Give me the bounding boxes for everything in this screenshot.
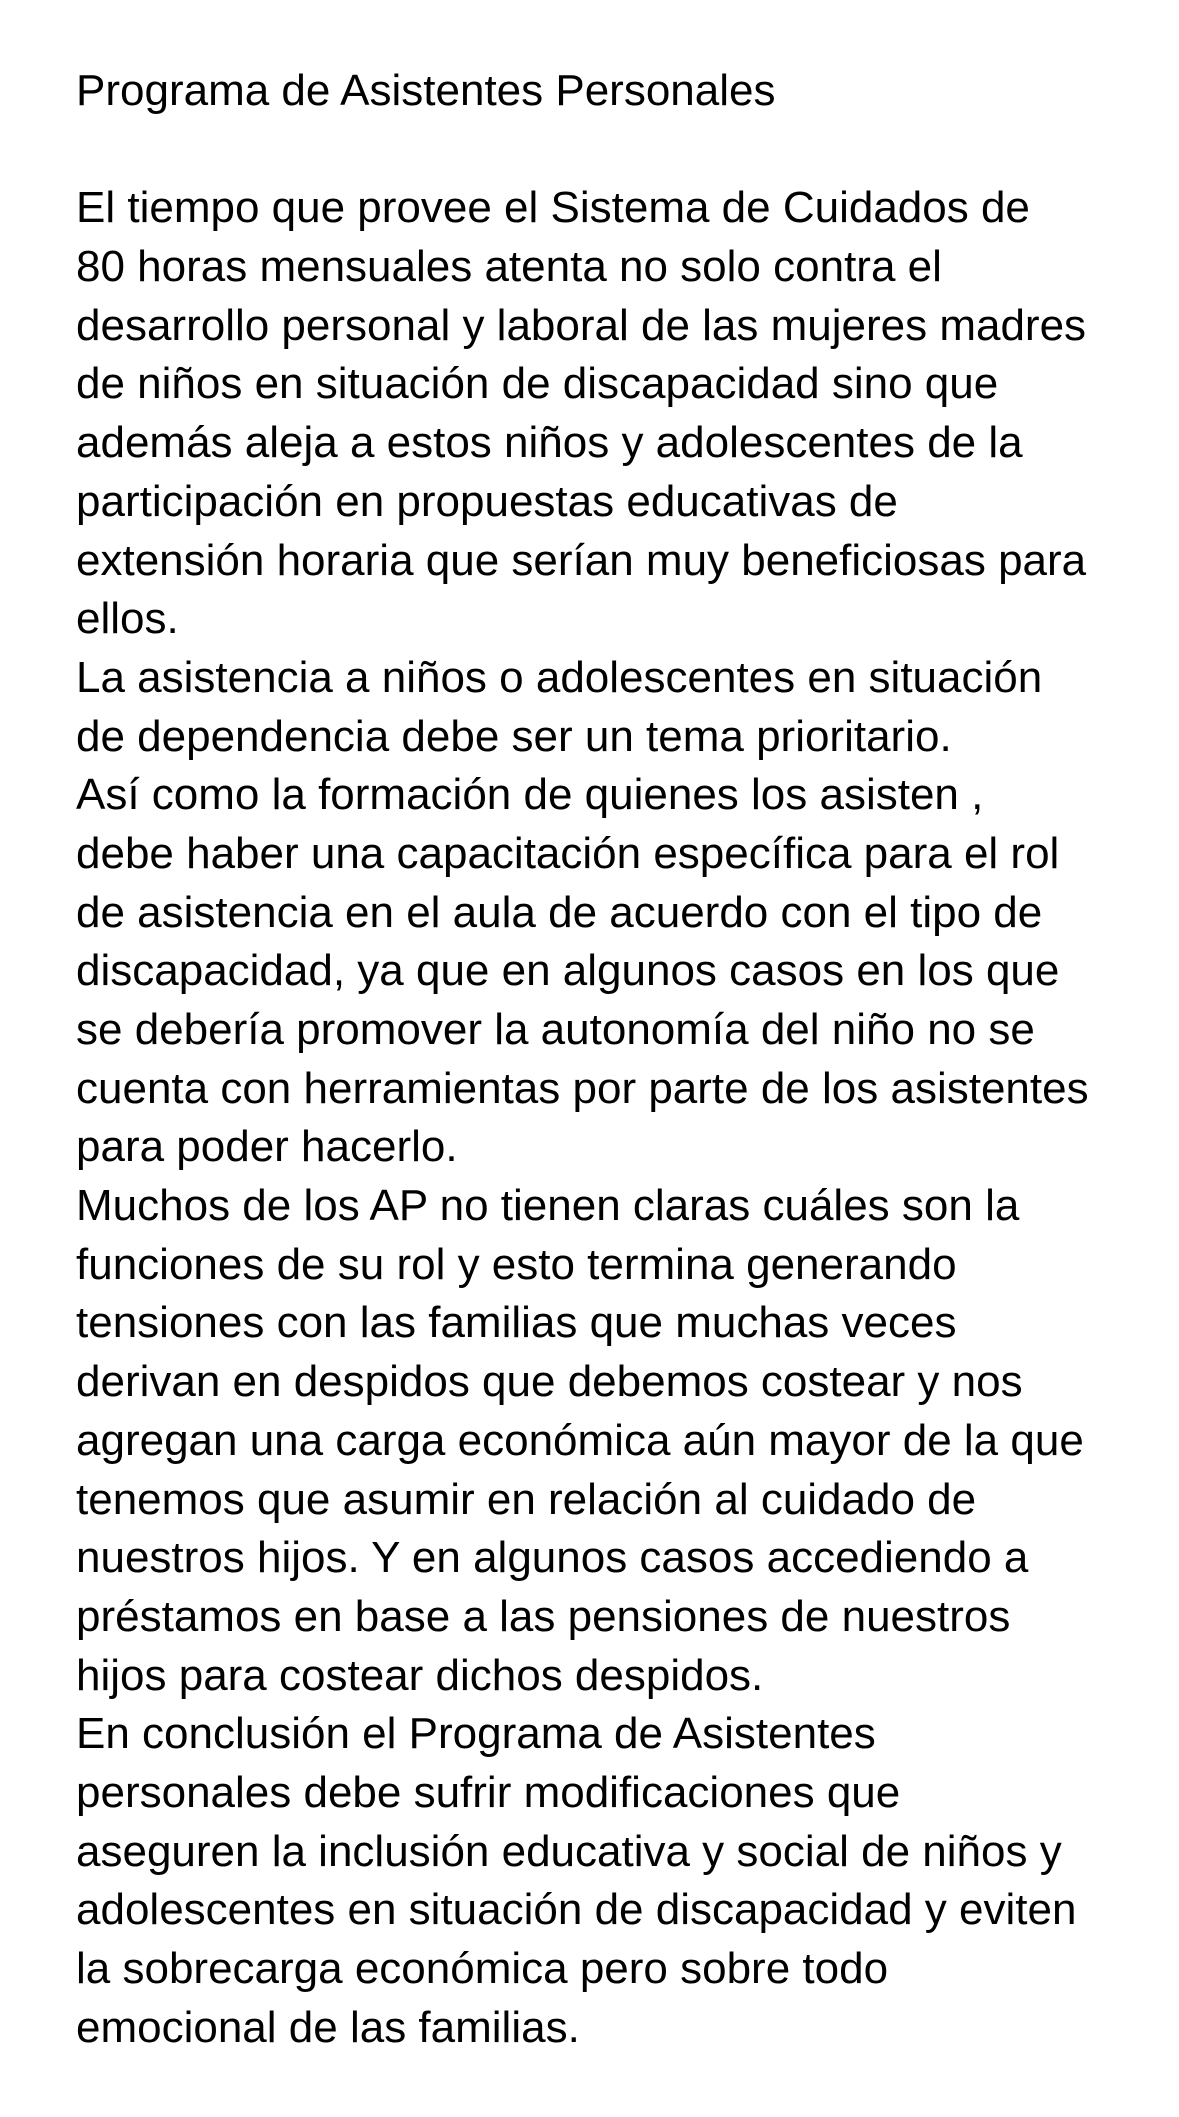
- text-line: debe haber una capacitación específica para el rol: [76, 828, 1060, 878]
- text-line: discapacidad, ya que en algunos casos en los que: [76, 946, 1060, 996]
- text-line: adolescentes en situación de discapacidad y eviten: [76, 1885, 1077, 1935]
- text-line: emocional de las familias.: [76, 2002, 580, 2052]
- text-line: para poder hacerlo.: [76, 1122, 458, 1172]
- blank-line: [76, 121, 1159, 180]
- text-line: derivan en despidos que debemos costear y nos: [76, 1357, 1023, 1407]
- text-line: Así como la formación de quienes los asisten ,: [76, 770, 984, 820]
- text-line: participación en propuestas educativas de: [76, 476, 898, 526]
- text-line: La asistencia a niños o adolescentes en situación: [76, 652, 1043, 702]
- text-line: funciones de su rol y esto termina generando: [76, 1239, 957, 1289]
- text-line: de asistencia en el aula de acuerdo con el tipo de: [76, 887, 1043, 937]
- text-line: extensión horaria que serían muy beneficiosas para: [76, 535, 1087, 585]
- text-line: se debería promover la autonomía del niño no se: [76, 1005, 1035, 1054]
- text-line: tenemos que asumir en relación al cuidado de: [76, 1474, 977, 1524]
- document-title: Programa de Asistentes Personales: [76, 66, 776, 115]
- text-line: 80 horas mensuales atenta no solo contra el: [76, 242, 942, 292]
- text-line: de niños en situación de discapacidad sino que: [76, 359, 999, 409]
- text-line: Muchos de los AP no tienen claras cuáles son la: [76, 1181, 1020, 1231]
- text-line: hijos para costear dichos despidos.: [76, 1650, 764, 1700]
- document-lines: [76, 62, 1159, 2057]
- text-line: la sobrecarga económica pero sobre todo: [76, 1944, 889, 1993]
- text-line: En conclusión el Programa de Asistentes: [76, 1709, 876, 1759]
- text-line: agregan una carga económica aún mayor de la que: [76, 1415, 1084, 1465]
- text-line: desarrollo personal y laboral de las mujeres madres: [76, 300, 1087, 350]
- text-line: El tiempo que provee el Sistema de Cuidados de: [76, 183, 1030, 233]
- text-line: nuestros hijos. Y en algunos casos accediendo a: [76, 1533, 1029, 1583]
- text-line: tensiones con las familias que muchas veces: [76, 1298, 957, 1348]
- text-line: personales debe sufrir modificaciones que: [76, 1767, 901, 1817]
- text-line: aseguren la inclusión educativa y social de niños y: [76, 1826, 1062, 1876]
- text-line: préstamos en base a las pensiones de nuestros: [76, 1591, 1011, 1641]
- text-line: ellos.: [76, 594, 179, 644]
- text-line: cuenta con herramientas por parte de los asistentes: [76, 1063, 1089, 1113]
- text-line: de dependencia debe ser un tema prioritario.: [76, 711, 952, 761]
- text-line: además aleja a estos niños y adolescentes de la: [76, 418, 1023, 468]
